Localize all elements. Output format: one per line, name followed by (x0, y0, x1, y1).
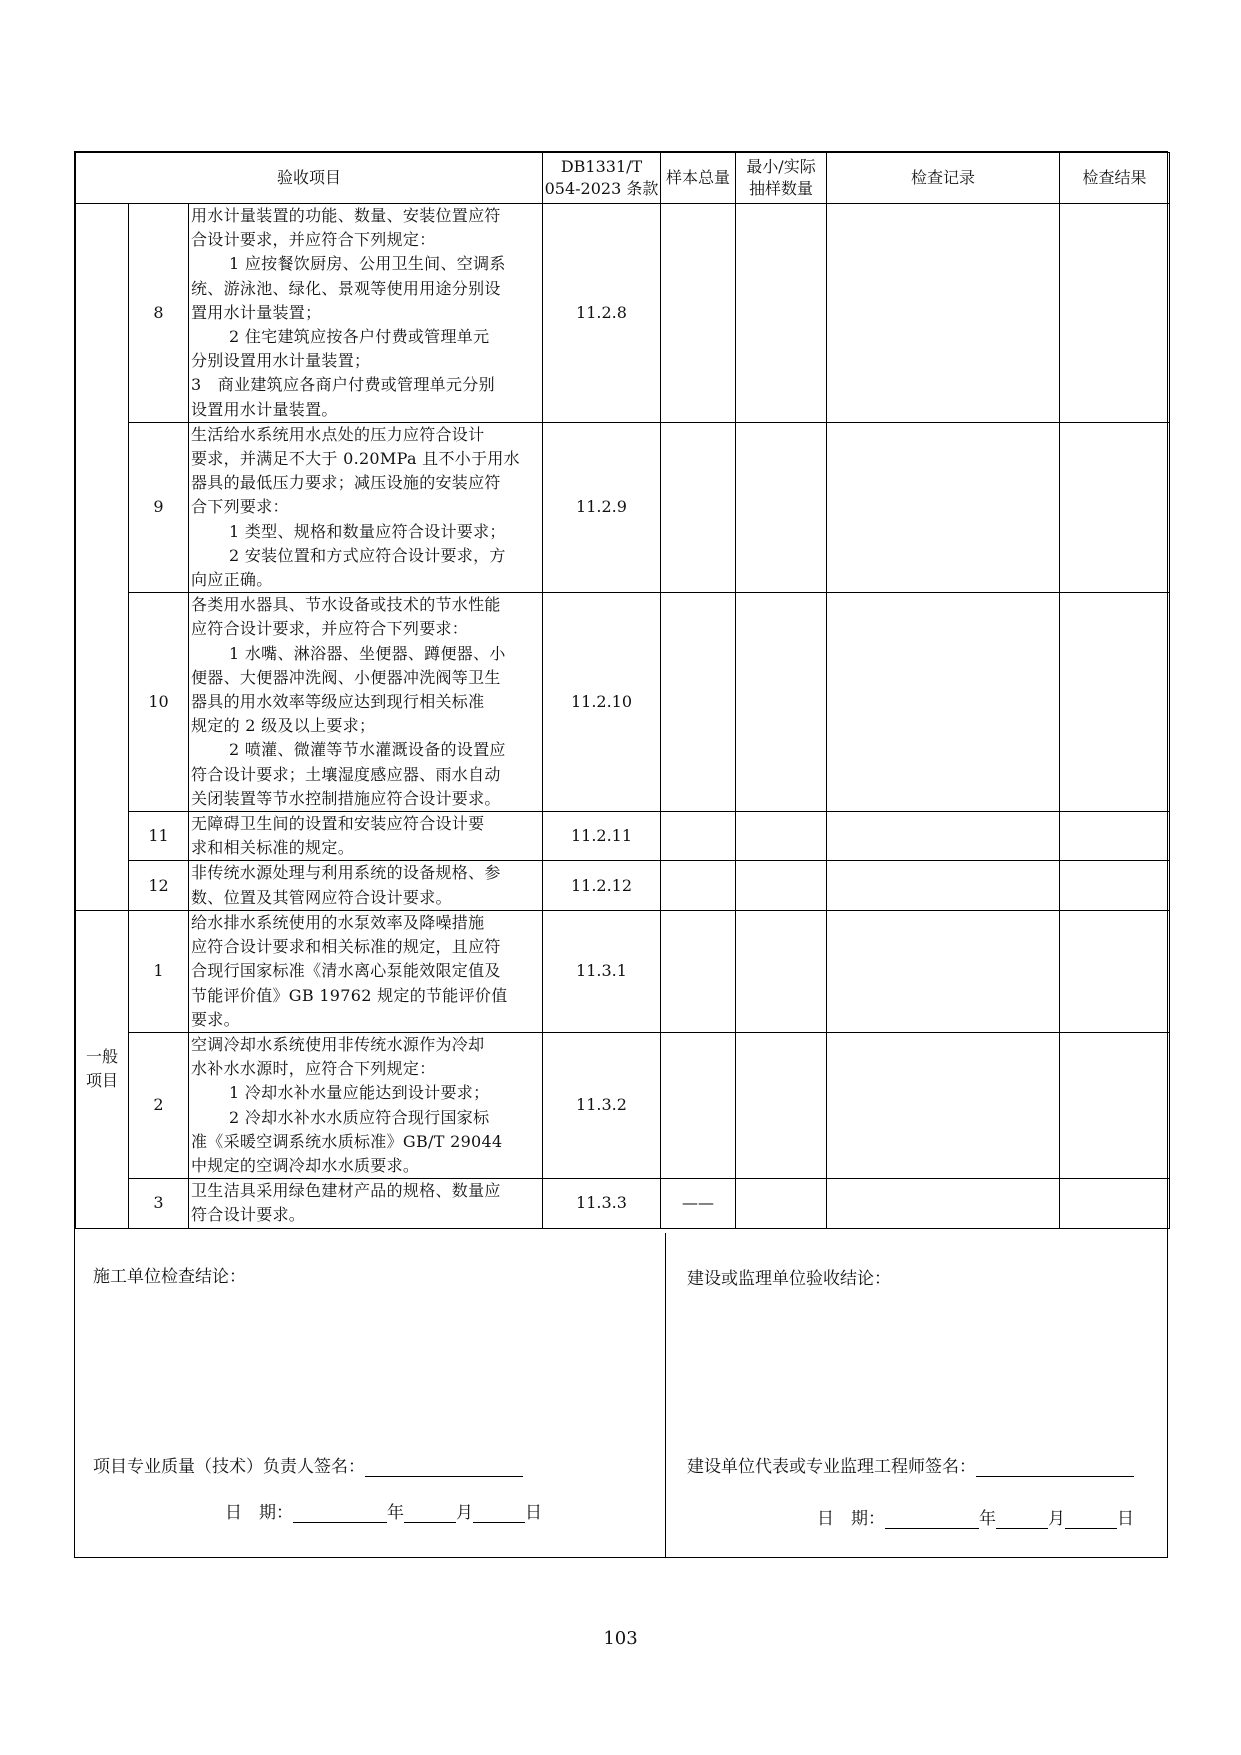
inspection-table (75, 152, 1170, 1229)
requirement-cell (189, 593, 543, 812)
min-actual-cell[interactable] (736, 422, 827, 592)
min-actual-cell[interactable] (736, 812, 827, 861)
requirement-cell (189, 1032, 543, 1178)
requirement-line: 符合设计要求；土壤湿度感应器、雨水自动 (191, 764, 501, 784)
signoff-section (75, 1233, 1167, 1557)
requirement-line: 3 商业建筑应各商户付费或管理单元分别 (191, 375, 495, 395)
requirement-line: 求和相关标准的规定。 (191, 838, 355, 858)
day-label: 日 (1117, 1509, 1134, 1529)
clause-ref: 11.2.8 (543, 204, 661, 423)
requirement-line: 要求。 (191, 1009, 240, 1029)
month-label: 月 (1048, 1509, 1065, 1529)
group-label-line2: 项目 (85, 1071, 118, 1091)
result-cell[interactable] (1060, 861, 1170, 910)
owner-conclusion-label: 建设或监理单位验收结论： (687, 1269, 891, 1289)
requirement-line: 无障碍卫生间的设置和安装应符合设计要 (191, 814, 485, 834)
row-number: 3 (129, 1179, 189, 1228)
requirement-line: 器具的最低压力要求；减压设施的安装应符 (191, 473, 501, 493)
requirement-line: 2 冷却水补水水质应符合现行国家标 (229, 1107, 490, 1127)
record-cell[interactable] (827, 1179, 1060, 1228)
year-field[interactable] (885, 1510, 979, 1529)
requirement-line: 水补水水源时，应符合下列规定： (191, 1059, 436, 1079)
requirement-line: 中规定的空调冷却水水质要求。 (191, 1155, 420, 1175)
record-cell[interactable] (827, 1032, 1060, 1178)
contractor-conclusion-label: 施工单位检查结论： (93, 1267, 246, 1287)
requirement-line: 要求，并满足不大于 0.20MPa 且不小于用水 (191, 449, 520, 469)
contractor-date-row (225, 1498, 542, 1523)
requirement-line: 应符合设计要求，并应符合下列要求： (191, 619, 469, 639)
requirement-line: 数、位置及其管网应符合设计要求。 (191, 887, 452, 907)
requirement-line: 准《采暖空调系统水质标准》GB/T 29044 (191, 1131, 503, 1151)
clause-ref: 11.2.10 (543, 593, 661, 812)
record-cell[interactable] (827, 861, 1060, 910)
clause-ref: 11.3.3 (543, 1179, 661, 1228)
requirement-line: 设置用水计量装置。 (191, 399, 338, 419)
sample-total-cell[interactable] (661, 1032, 736, 1178)
acceptance-form (74, 151, 1168, 1558)
clause-ref: 11.2.12 (543, 861, 661, 910)
header-min-actual (736, 153, 827, 204)
record-cell[interactable] (827, 593, 1060, 812)
day-label: 日 (525, 1503, 542, 1523)
clause-ref: 11.3.1 (543, 910, 661, 1032)
row-number: 1 (129, 910, 189, 1032)
requirement-line: 1 应按餐饮厨房、公用卫生间、空调系 (229, 254, 506, 274)
date-label: 日 期： (817, 1509, 885, 1529)
row-number: 12 (129, 861, 189, 910)
header-result: 检查结果 (1060, 153, 1170, 204)
table-row (76, 861, 1170, 910)
table-row (76, 812, 1170, 861)
year-field[interactable] (293, 1504, 387, 1523)
month-field[interactable] (996, 1510, 1048, 1529)
owner-signature-row (687, 1452, 1134, 1477)
date-label: 日 期： (225, 1503, 293, 1523)
record-cell[interactable] (827, 812, 1060, 861)
requirement-line: 2 喷灌、微灌等节水灌溉设备的设置应 (229, 740, 506, 760)
sample-total-cell[interactable] (661, 204, 736, 423)
result-cell[interactable] (1060, 204, 1170, 423)
record-cell[interactable] (827, 204, 1060, 423)
table-row (76, 204, 1170, 423)
requirement-line: 2 安装位置和方式应符合设计要求，方 (229, 545, 506, 565)
record-cell[interactable] (827, 422, 1060, 592)
requirement-line: 置用水计量装置； (191, 302, 322, 322)
requirement-line: 1 水嘴、淋浴器、坐便器、蹲便器、小 (229, 643, 506, 663)
sample-total-cell[interactable] (661, 812, 736, 861)
requirement-line: 卫生洁具采用绿色建材产品的规格、数量应 (191, 1181, 501, 1201)
clause-ref: 11.3.2 (543, 1032, 661, 1178)
requirement-cell (189, 861, 543, 910)
group-label-general (76, 910, 129, 1228)
result-cell[interactable] (1060, 1179, 1170, 1228)
requirement-line: 合现行国家标准《清水离心泵能效限定值及 (191, 961, 501, 981)
requirement-line: 关闭装置等节水控制措施应符合设计要求。 (191, 788, 501, 808)
requirement-line: 便器、大便器冲洗阀、小便器冲洗阀等卫生 (191, 667, 501, 687)
result-cell[interactable] (1060, 812, 1170, 861)
signoff-divider (665, 1233, 666, 1557)
min-actual-cell[interactable] (736, 593, 827, 812)
requirement-line: 统、游泳池、绿化、景观等使用用途分别设 (191, 278, 501, 298)
table-row (76, 1032, 1170, 1178)
month-label: 月 (456, 1503, 473, 1523)
row-number: 2 (129, 1032, 189, 1178)
month-field[interactable] (404, 1504, 456, 1523)
result-cell[interactable] (1060, 910, 1170, 1032)
header-item: 验收项目 (76, 153, 543, 204)
requirement-line: 规定的 2 级及以上要求； (191, 716, 376, 736)
header-clause-line1: DB1331/T (560, 157, 643, 176)
requirement-line: 向应正确。 (191, 570, 273, 590)
table-row (76, 1179, 1170, 1228)
sample-total-cell[interactable] (661, 861, 736, 910)
requirement-cell (189, 1179, 543, 1228)
sample-total-cell[interactable] (661, 422, 736, 592)
header-min-actual-line2: 抽样数量 (748, 179, 813, 198)
min-actual-cell[interactable] (736, 1179, 827, 1228)
header-clause-line2: 054-2023 条款 (544, 179, 659, 198)
sample-total-cell[interactable] (661, 910, 736, 1032)
min-actual-cell[interactable] (736, 204, 827, 423)
requirement-line: 用水计量装置的功能、数量、安装位置应符 (191, 206, 501, 225)
requirement-cell (189, 204, 543, 423)
owner-signature-field[interactable] (976, 1458, 1134, 1477)
header-record: 检查记录 (827, 153, 1060, 204)
year-label: 年 (979, 1509, 996, 1529)
result-cell[interactable] (1060, 1032, 1170, 1178)
table-header-row (76, 153, 1170, 204)
requirement-line: 空调冷却水系统使用非传统水源作为冷却 (191, 1034, 485, 1054)
requirement-line: 2 住宅建筑应按各户付费或管理单元 (229, 327, 490, 347)
requirement-cell (189, 812, 543, 861)
contractor-signature-row (93, 1452, 523, 1477)
requirement-line: 1 冷却水补水量应能达到设计要求； (229, 1083, 490, 1103)
requirement-line: 合设计要求，并应符合下列规定： (191, 230, 436, 250)
min-actual-cell[interactable] (736, 910, 827, 1032)
requirement-line: 应符合设计要求和相关标准的规定，且应符 (191, 937, 501, 957)
clause-ref: 11.2.11 (543, 812, 661, 861)
min-actual-cell[interactable] (736, 861, 827, 910)
clause-ref: 11.2.9 (543, 422, 661, 592)
result-cell[interactable] (1060, 593, 1170, 812)
requirement-line: 分别设置用水计量装置； (191, 351, 371, 371)
header-clause (543, 153, 661, 204)
year-label: 年 (387, 1503, 404, 1523)
requirement-line: 节能评价值》GB 19762 规定的节能评价值 (191, 985, 508, 1005)
owner-date-row (817, 1504, 1134, 1529)
day-field[interactable] (473, 1504, 525, 1523)
requirement-line: 符合设计要求。 (191, 1205, 306, 1225)
owner-signature-label: 建设单位代表或专业监理工程师签名： (687, 1457, 976, 1477)
row-number: 11 (129, 812, 189, 861)
result-cell[interactable] (1060, 422, 1170, 592)
header-sample-total: 样本总量 (661, 153, 736, 204)
table-row (76, 593, 1170, 812)
record-cell[interactable] (827, 910, 1060, 1032)
requirement-cell (189, 422, 543, 592)
sample-total-cell[interactable]: —— (661, 1179, 736, 1228)
requirement-line: 生活给水系统用水点处的压力应符合设计 (191, 424, 485, 444)
requirement-cell (189, 910, 543, 1032)
header-min-actual-line1: 最小/实际 (746, 157, 816, 176)
contractor-signature-label: 项目专业质量（技术）负责人签名： (93, 1457, 365, 1477)
table-row (76, 422, 1170, 592)
row-number: 9 (129, 422, 189, 592)
requirement-line: 合下列要求： (191, 497, 289, 517)
requirement-line: 各类用水器具、节水设备或技术的节水性能 (191, 595, 501, 615)
requirement-line: 1 类型、规格和数量应符合设计要求； (229, 521, 506, 541)
min-actual-cell[interactable] (736, 1032, 827, 1178)
page-number: 103 (603, 1628, 638, 1649)
contractor-signature-field[interactable] (365, 1458, 523, 1477)
group-label-line1: 一般 (85, 1047, 118, 1066)
requirement-line: 非传统水源处理与利用系统的设备规格、参 (191, 863, 501, 883)
requirement-line: 给水排水系统使用的水泵效率及降噪措施 (191, 912, 485, 932)
row-number: 8 (129, 204, 189, 423)
table-row (76, 910, 1170, 1032)
group-cell-main (76, 204, 129, 911)
day-field[interactable] (1065, 1510, 1117, 1529)
requirement-line: 器具的用水效率等级应达到现行相关标准 (191, 692, 485, 712)
row-number: 10 (129, 593, 189, 812)
sample-total-cell[interactable] (661, 593, 736, 812)
